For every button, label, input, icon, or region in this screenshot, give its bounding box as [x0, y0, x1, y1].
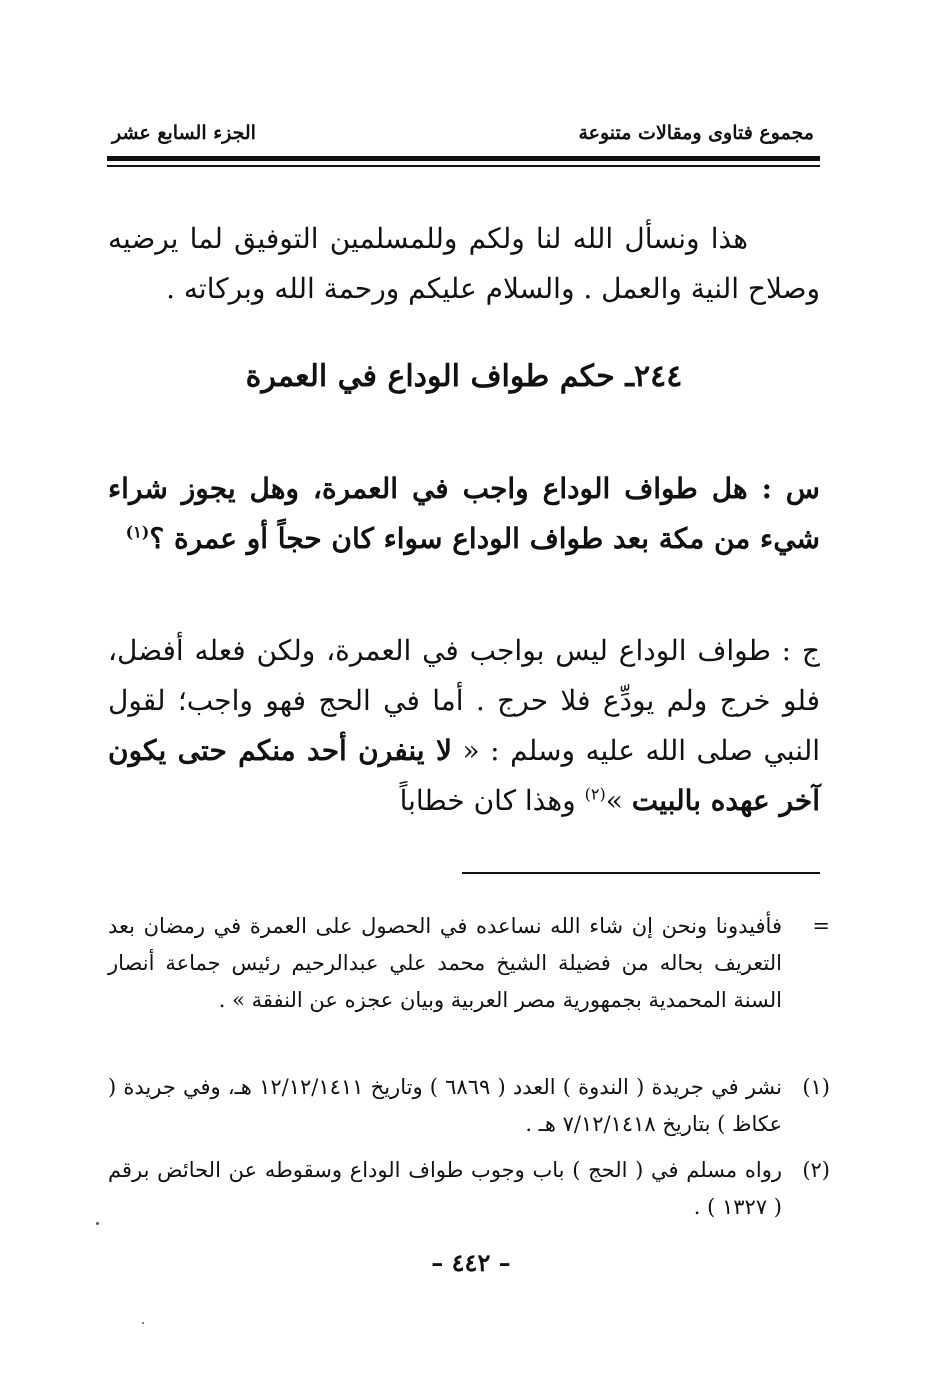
- footnote-ref-2: (٢): [584, 784, 606, 804]
- header-rule-thin: [107, 165, 820, 167]
- hadith-quote: لا ينفرن أحد منكم حتى يكون آخر عهده بالبيت: [108, 734, 820, 817]
- section-heading: ٢٤٤ـ حكم طواف الوداع في العمرة: [245, 359, 683, 394]
- footnote-2-text: رواه مسلم في ( الحج ) باب وجوب طواف الوداع وسقوطه عن الحائض برقم ( ١٣٢٧ ) .: [108, 1158, 782, 1219]
- question-paragraph: [108, 464, 820, 564]
- answer-text-before: ج : طواف الوداع ليس بواجب في العمرة، ولكن فعله أفضل، فلو خرج ولم يودِّع فلا حرج . أما في الحج فهو واجب؛ لقول النبي صلى الله عليه وسلم : «: [108, 634, 821, 767]
- footnote-continuation-text: فأفيدونا ونحن إن شاء الله نساعده في الحصول على العمرة في رمضان بعد التعريف بحاله من فضيلة الشيخ محمد علي عبدالرحيم رئيس جماعة أنصار السنة المحمدية بجمهورية مصر العربية وبيان عجزه عن النفقة » .: [108, 914, 782, 1012]
- scan-speck: [96, 1222, 99, 1225]
- running-header-book-title: مجموع فتاوى ومقالات متنوعة: [578, 122, 814, 144]
- footnote-ref-1: (١): [125, 522, 150, 542]
- footnote-1-mark: (١): [802, 1075, 830, 1099]
- running-header-volume: الجزء السابع عشر: [112, 122, 256, 144]
- page-number: – ٤٤٢ –: [431, 1248, 511, 1277]
- answer-paragraph: [108, 626, 820, 826]
- quote-close-mark: »: [605, 784, 623, 817]
- footnote-1-text: نشر في جريدة ( الندوة ) العدد ( ٦٨٦٩ ) وتاريخ ١٢/١٢/١٤١١ هـ، وفي جريدة ( عكاظ ) بتاريخ ٧/١٢/١٤١٨ هـ .: [108, 1075, 782, 1136]
- footnote-2-mark: (٢): [802, 1158, 830, 1182]
- scan-speck: [142, 1322, 144, 1324]
- footnote-1: [108, 1069, 830, 1143]
- footnote-continuation: [108, 908, 830, 1019]
- question-text: س : هل طواف الوداع واجب في العمرة، وهل يجوز شراء شيء من مكة بعد طواف الوداع سواء كان حجاً أو عمرة ؟: [108, 472, 820, 555]
- footnote-2: [108, 1152, 830, 1226]
- footnote-separator: [462, 872, 820, 874]
- footnote-continuation-mark: =: [812, 914, 830, 938]
- closing-paragraph: هذا ونسأل الله لنا ولكم وللمسلمين التوفيق لما يرضيه وصلاح النية والعمل . والسلام عليكم ورحمة الله وبركاته .: [108, 222, 820, 305]
- answer-text-after: وهذا كان خطاباً: [399, 784, 585, 817]
- header-rule-thick: [107, 156, 820, 161]
